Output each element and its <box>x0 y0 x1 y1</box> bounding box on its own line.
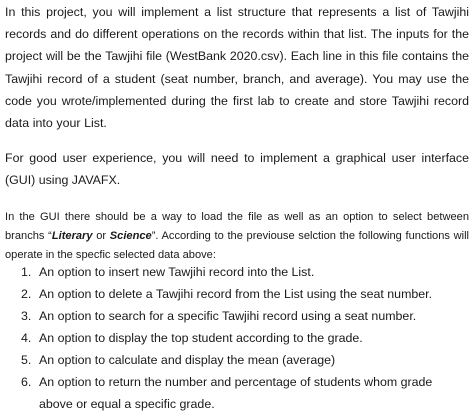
list-item-text: An option to search for a specific Tawjihi record using a seat number. <box>39 309 417 323</box>
list-item <box>5 261 469 283</box>
list-item-text: An option to return the number and percentage of students whom grade above or equal a specific grade. <box>39 375 433 411</box>
intro-paragraph: In this project, you will implement a list structure that represents a list of Tawjihi records and do different operations on the records within that list. The inputs for the project will be the Tawjihi file (WestBank 2020.csv). Each line in this file contains the Tawjihi record of a student (seat number, branch, and average). You may use the code you wrote/implemented during the first lab to create and store Tawjihi record data into your List. <box>5 5 469 131</box>
list-item <box>5 327 469 349</box>
list-item-text: An option to display the top student according to the grade. <box>39 331 363 345</box>
branch-text-after: ”. According to the previouse selction the following functions will operate in the specfic selected data above: <box>5 230 469 261</box>
list-item-number: 1. <box>21 265 32 279</box>
list-item-number: 4. <box>21 331 32 345</box>
branch-text-or: or <box>92 230 110 242</box>
list-item <box>5 371 469 415</box>
branch-paragraph <box>5 208 469 265</box>
list-item <box>5 305 469 327</box>
list-item-text: An option to delete a Tawjihi record from the List using the seat number. <box>39 287 433 301</box>
list-item <box>5 283 469 305</box>
branch-literary: Literary <box>51 230 93 242</box>
list-item-number: 6. <box>21 375 32 389</box>
list-item-number: 3. <box>21 309 32 323</box>
gui-paragraph: For good user experience, you will need to implement a graphical user interface (GUI) using JAVAFX. <box>5 151 469 188</box>
branch-science: Science <box>109 230 152 242</box>
list-item-number: 5. <box>21 353 32 367</box>
list-item-number: 2. <box>21 287 32 301</box>
list-item-text: An option to calculate and display the mean (average) <box>39 353 336 367</box>
list-item <box>5 349 469 371</box>
functions-list <box>5 261 469 415</box>
list-item-text: An option to insert new Tawjihi record into the List. <box>39 265 315 279</box>
branch-text-before: In the GUI there should be a way to load the file as well as an option to select between branchs “ <box>5 211 469 242</box>
